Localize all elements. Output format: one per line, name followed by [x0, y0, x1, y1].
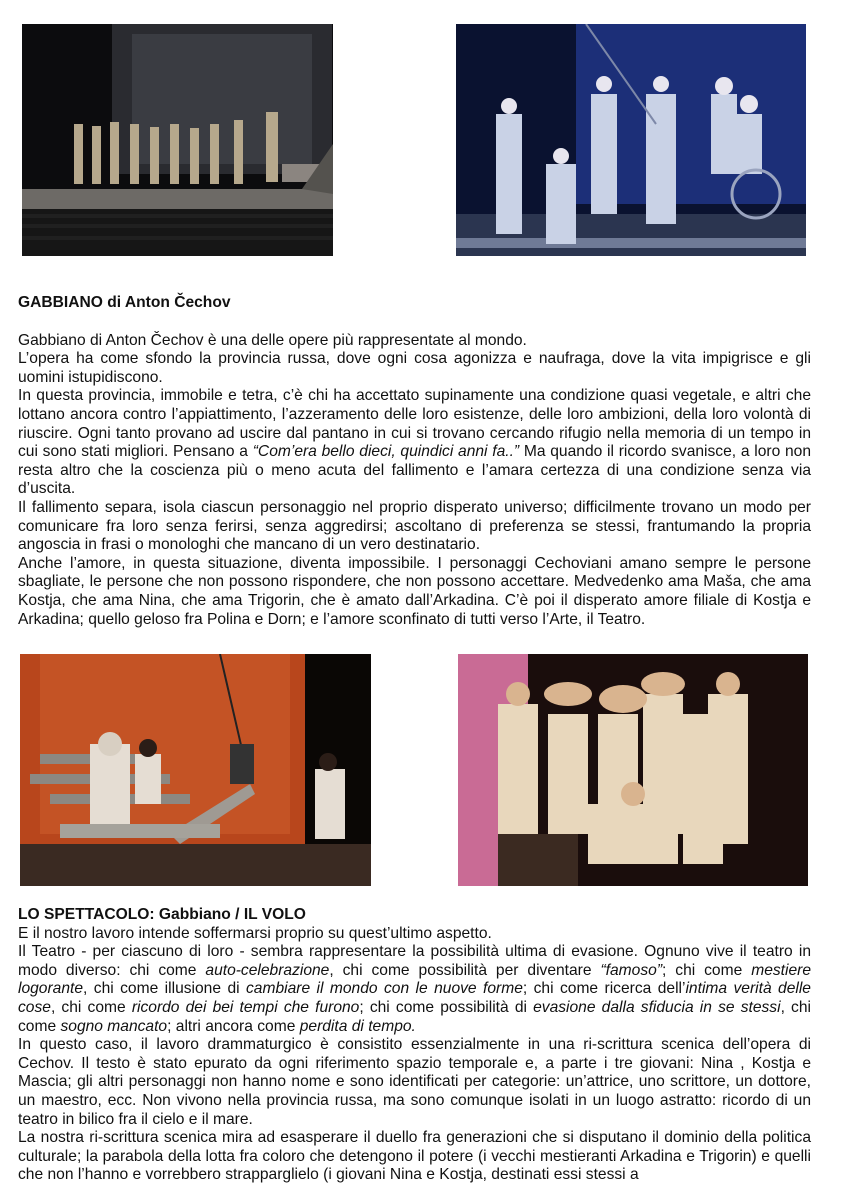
italic-phrase: intima verità delle cose	[18, 980, 811, 1016]
italic-phrase: ricordo dei bei tempi che furono	[131, 998, 360, 1016]
italic-phrase: sogno mancato	[60, 1017, 168, 1035]
italic-phrase: mestiere logorante	[18, 961, 811, 998]
italic-phrase: “famoso”	[600, 961, 663, 979]
italic-phrase: auto-celebrazione	[205, 961, 330, 979]
text-run: , chi come illusione di	[83, 980, 246, 998]
section-heading-gabbiano: GABBIANO di Anton Čechov	[18, 294, 231, 311]
paragraph: Il fallimento separa, isola ciascun personaggio nel proprio disperato universo; difficilmente trovano un modo per comunicare fra loro senza ferirsi, senza aggredirsi; ascoltano di preferenza se stessi, frantumando la propria angoscia in frasi o monologhi che mancano di un vero destinatario.	[18, 498, 811, 554]
text-run: , chi come	[50, 998, 132, 1016]
text-run: ; chi come possibilità di	[359, 998, 534, 1016]
italic-phrase: cambiare il mondo con le nuove forme	[246, 980, 523, 998]
section-heading-spettacolo: LO SPETTACOLO: Gabbiano / IL VOLO	[18, 906, 306, 923]
paragraph: In questa provincia, immobile e tetra, c’è chi ha accettato supinamente una condizione quasi vegetale, e altri che lottano ancora contro l’appiattimento, l’azzeramento delle loro esistenze, delle loro ambizioni, della loro volontà di riuscire. Ogni tanto provano ad uscire dal pantano in cui si trovano cercando rifugio nella memoria di un tempo in cui sono stati migliori. Pensano a “Com’era bello dieci, quindici anni fa..” Ma quando il ricordo svanisce, a loro non resta altro che la coscienza più o meno acuta del fallimento e l’amara certezza di una condizione senza via d’uscita.	[18, 387, 812, 498]
italic-phrase: evasione dalla sfiducia in se stessi	[533, 998, 781, 1016]
text-run: , chi come possibilità per diventare	[329, 961, 601, 979]
text-run: ; chi come ricerca dell’	[522, 980, 686, 998]
text-run: , chi come	[18, 998, 811, 1035]
stage-photo-2	[456, 24, 806, 256]
section-spettacolo	[18, 906, 811, 1185]
italic-phrase: perdita di tempo.	[299, 1017, 416, 1035]
text-run: ; altri ancora come	[167, 1017, 300, 1035]
paragraph: In questo caso, il lavoro drammaturgico è consistito essenzialmente in una ri-scrittura scenica dell’opera di Cechov. Il testo è stato epurato da ogni riferimento spazio temporale e, a parte i tre giovani: Nina , Kostja e Mascia; gli altri personaggi non hanno nome e sono identificati per categorie: un’attrice, uno scrittore, un dottore, un maestro, ecc. Non vivono nella provincia russa, ma sono comunque isolati in un luogo astratto: ricordo di un teatro in bilico fra il cielo e il mare.	[18, 1036, 811, 1128]
paragraph: E il nostro lavoro intende soffermarsi proprio su quest’ultimo aspetto.	[18, 924, 492, 942]
stage-photo-3	[20, 654, 371, 886]
text-run: Il Teatro - per ciascuno di loro - sembra rappresentare la possibilità ultima di evasione. Ognuno vive il teatro in modo diverso: chi come	[18, 943, 811, 979]
stage-photo-1	[22, 24, 333, 256]
section-gabbiano	[18, 294, 811, 629]
stage-photo-4	[458, 654, 808, 886]
paragraph: La nostra ri-scrittura scenica mira ad esasperare il duello fra generazioni che si disputano il dominio della politica culturale; la parabola della lotta fra coloro che detengono il potere (i vecchi mestieranti Arkadina e Trigorin) e quelli che non l’hanno e vorrebbero strapparglielo (i giovani Nina e Kostja, destinati essi stessi a	[18, 1129, 811, 1184]
text-run: ; chi come	[662, 961, 752, 979]
quote: “Com’era bello dieci, quindici anni fa..”	[252, 443, 520, 461]
paragraph: Gabbiano di Anton Čechov è una delle opere più rappresentate al mondo.	[18, 331, 527, 349]
paragraph	[18, 943, 811, 1036]
paragraph: Anche l’amore, in questa situazione, diventa impossibile. I personaggi Cechoviani amano sempre le persone sbagliate, le persone che non possono rispondere, che non possono accettare. Medvedenko ama Maša, che ama Kostja, che ama Nina, che ama Trigorin, che è amato dall’Arkadina. C’è poi il disperato amore filiale di Kostja e Arkadina; quello geloso fra Polina e Dorn; e l’amore sconfinato di tutti verso l’Arte, il Teatro.	[18, 554, 811, 628]
paragraph: L’opera ha come sfondo la provincia russa, dove ogni cosa agonizza e naufraga, dove la vita impigrisce e gli uomini istupidiscono.	[18, 350, 811, 386]
